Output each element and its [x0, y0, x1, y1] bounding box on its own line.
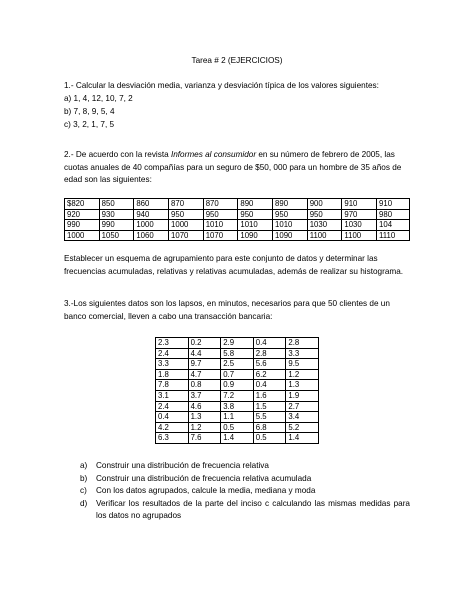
exercise-2-prompt-start: 2.- De acuerdo con la revista: [64, 150, 171, 159]
exercise-3-prompt: 3.-Los siguientes datos son los lapsos, en minutos, necesarios para que 50 clientes de un banco comercial, lleven a cabo una transacción bancaria:: [64, 299, 390, 321]
table-cell: 1.3: [286, 380, 319, 391]
table-cell: 1.6: [253, 390, 286, 401]
list-item-text: Con los datos agrupados, calcule la media, mediana y moda: [96, 486, 316, 495]
table-cell: 1010: [238, 220, 273, 231]
list-item: [80, 473, 410, 486]
table-row: [156, 369, 319, 380]
list-item-label: d): [80, 498, 88, 508]
exercise-3-task-list: [80, 460, 410, 523]
list-item-label: c): [80, 486, 87, 495]
table-cell: 3.8: [221, 401, 254, 412]
table-cell: 950: [203, 209, 238, 220]
table-cell: $820: [65, 199, 100, 210]
insurance-premiums-table: [64, 198, 410, 241]
table-cell: 4.7: [188, 369, 221, 380]
table-cell: 5.5: [253, 412, 286, 423]
list-item-label: a): [80, 461, 88, 470]
table-cell: 3.3: [286, 348, 319, 359]
table-cell: 2.4: [156, 348, 189, 359]
magazine-title: Informes al consumidor: [170, 150, 257, 159]
table-cell: 1.2: [286, 369, 319, 380]
table-cell: 990: [65, 220, 100, 231]
list-item: [80, 498, 410, 523]
table-cell: 1090: [273, 230, 308, 241]
table-cell: 0.4: [156, 412, 189, 423]
table-row: [65, 209, 410, 220]
table-cell: 910: [342, 199, 377, 210]
table-cell: 1000: [169, 220, 204, 231]
table-cell: 870: [169, 199, 204, 210]
exercise-1-item-c: c) 3, 2, 1, 7, 5: [64, 120, 115, 129]
table-cell: 5.8: [221, 348, 254, 359]
table-cell: 850: [99, 199, 134, 210]
table-cell: 1090: [238, 230, 273, 241]
table-cell: 1.4: [221, 433, 254, 444]
table-row: [156, 390, 319, 401]
table-cell: 1010: [273, 220, 308, 231]
exercise-1-prompt: 1.- Calcular la desviación media, varianza y desviación típica de los valores siguientes:: [64, 81, 379, 90]
table-cell: 7.8: [156, 380, 189, 391]
table-cell: 9.5: [286, 359, 319, 370]
table-cell: 6.3: [156, 433, 189, 444]
table-cell: 0.5: [253, 433, 286, 444]
table-cell: 7.6: [188, 433, 221, 444]
table-cell: 920: [65, 209, 100, 220]
table-cell: 1110: [377, 230, 410, 241]
table-cell: 1.9: [286, 390, 319, 401]
table-row: [156, 422, 319, 433]
table-cell: 1.3: [188, 412, 221, 423]
table-cell: 2.9: [221, 338, 254, 349]
table-cell: 0.8: [188, 380, 221, 391]
table-cell: 4.2: [156, 422, 189, 433]
table-cell: 1.8: [156, 369, 189, 380]
table-cell: 4.4: [188, 348, 221, 359]
table-cell: 890: [238, 199, 273, 210]
table-row: [156, 412, 319, 423]
table-row: [156, 401, 319, 412]
table-cell: 910: [377, 199, 410, 210]
table-cell: 890: [273, 199, 308, 210]
table-row: [65, 230, 410, 241]
list-item-text: Construir una distribución de frecuencia relativa acumulada: [96, 473, 312, 483]
table-cell: 9.7: [188, 359, 221, 370]
table-cell: 6.2: [253, 369, 286, 380]
table-cell: 990: [99, 220, 134, 231]
table-cell: 950: [273, 209, 308, 220]
table-cell: 1.5: [253, 401, 286, 412]
table-cell: 5.2: [286, 422, 319, 433]
table-cell: 0.7: [221, 369, 254, 380]
table-cell: 1.2: [188, 422, 221, 433]
table-cell: 1030: [307, 220, 342, 231]
table-cell: 950: [238, 209, 273, 220]
exercise-2-instruction: Establecer un esquema de agrupamiento para este conjunto de datos y determinar las frecuencias acumuladas, relativas y relativas acumuladas, además de realizar su histograma.: [64, 254, 404, 276]
table-cell: 1050: [99, 230, 134, 241]
table-cell: 2.7: [286, 401, 319, 412]
document-title: Tarea # 2 (EJERCICIOS): [191, 56, 283, 65]
exercise-2-prompt: [64, 149, 410, 187]
table-row: [156, 359, 319, 370]
exercise-1-item-a: a) 1, 4, 12, 10, 7, 2: [64, 94, 133, 103]
table-cell: 930: [99, 209, 134, 220]
table-cell: 1070: [169, 230, 204, 241]
exercise-1-item-b: b) 7, 8, 9, 5, 4: [64, 107, 115, 116]
table-cell: 1100: [307, 230, 342, 241]
table-cell: 1070: [203, 230, 238, 241]
table-cell: 1100: [342, 230, 377, 241]
table-cell: 2.8: [286, 338, 319, 349]
table-cell: 3.3: [156, 359, 189, 370]
table-cell: 1060: [134, 230, 169, 241]
table-cell: 0.4: [253, 380, 286, 391]
table-cell: 3.7: [188, 390, 221, 401]
table-cell: 0.9: [221, 380, 254, 391]
table-row: [156, 338, 319, 349]
table-row: [156, 433, 319, 444]
table-cell: 104: [377, 220, 410, 231]
table-cell: 2.5: [221, 359, 254, 370]
table-cell: 2.4: [156, 401, 189, 412]
list-item: [80, 485, 410, 498]
table-cell: 1.4: [286, 433, 319, 444]
table-cell: 900: [307, 199, 342, 210]
table-cell: 950: [307, 209, 342, 220]
table-cell: 7.2: [221, 390, 254, 401]
table-cell: 950: [169, 209, 204, 220]
table-cell: 860: [134, 199, 169, 210]
table-cell: 0.2: [188, 338, 221, 349]
table-cell: 1.1: [221, 412, 254, 423]
table-cell: 6.8: [253, 422, 286, 433]
table-cell: 1010: [203, 220, 238, 231]
table-cell: 1030: [342, 220, 377, 231]
table-cell: 5.6: [253, 359, 286, 370]
bank-times-table: [155, 337, 319, 444]
list-item-label: b): [80, 473, 88, 483]
list-item-text: Verificar los resultados de la parte del inciso c calculando las mismas medidas para los datos no agrupados: [96, 498, 410, 520]
list-item: [80, 460, 410, 473]
table-cell: 3.1: [156, 390, 189, 401]
exercise-2-prompt-end: en su número de febrero de 2005, las cuotas anuales de 40 compañías para un seguro de $50, 000 para un hombre de 35 años de edad son las siguientes:: [64, 150, 402, 184]
table-cell: 0.4: [253, 338, 286, 349]
table-cell: 2.3: [156, 338, 189, 349]
table-cell: 3.4: [286, 412, 319, 423]
table-cell: 980: [377, 209, 410, 220]
list-item-text: Construir una distribución de frecuencia relativa: [96, 461, 269, 470]
table-cell: 1000: [134, 220, 169, 231]
table-cell: 1000: [65, 230, 100, 241]
table-cell: 0.5: [221, 422, 254, 433]
table-cell: 4.6: [188, 401, 221, 412]
table-row: [65, 220, 410, 231]
table-cell: 2.8: [253, 348, 286, 359]
table-cell: 940: [134, 209, 169, 220]
table-row: [156, 380, 319, 391]
table-row: [156, 348, 319, 359]
table-cell: 970: [342, 209, 377, 220]
table-cell: 870: [203, 199, 238, 210]
table-row: [65, 199, 410, 210]
